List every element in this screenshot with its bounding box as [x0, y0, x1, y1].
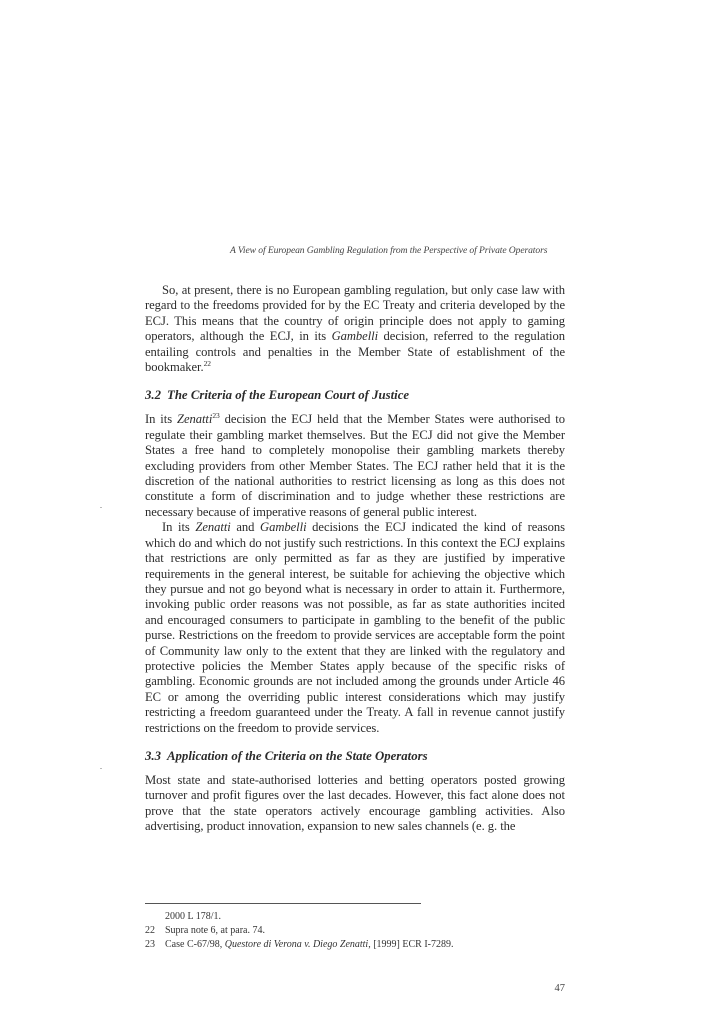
section-title: The Criteria of the European Court of Justice: [167, 388, 410, 403]
body-text: [145, 283, 565, 835]
intro-text-b: decision, referred to the regulation entailing controls and penalties in the Member State of establishment of the bookmaker.: [145, 329, 565, 375]
footnote-22: [145, 924, 565, 938]
footnotes: [145, 910, 565, 952]
intro-paragraph: [145, 283, 565, 375]
section-number: 3.2: [145, 388, 161, 403]
section-heading-3-2: [145, 387, 565, 403]
para-text-a: In its: [145, 412, 177, 427]
footnote-number: 23: [145, 939, 155, 950]
intro-text-a: So, at present, there is no European gambling regulation, but only case law with regard to the freedoms provided for by the EC Treaty and criteria developed by the ECJ. This means that the country of origin principle does not apply to gaming operators, although the ECJ, in its: [145, 283, 565, 344]
footnote-ref-23[interactable]: 23: [212, 411, 220, 421]
footnote-text: 2000 L 178/1.: [165, 911, 222, 922]
footnote-23: [145, 938, 565, 952]
case-name-zenatti: Zenatti: [176, 412, 213, 427]
scan-mark: [100, 768, 102, 769]
footnote-number: 22: [145, 925, 155, 936]
section-title: Application of the Criteria on the State Operators: [167, 748, 428, 763]
section-3-3-paragraph-1: Most state and state-authorised lotteries and betting operators posted growing turnover and profit figures over the last decades. However, this fact alone does not prove that the state operators actively encourage gambling activities. Also advertising, product innovation, expansion to new sales channels (e. g. the: [145, 772, 565, 834]
section-3-2-paragraph-2: [145, 520, 565, 736]
scan-mark: [100, 507, 102, 508]
para-text-b: decision the ECJ held that the Member States were authorised to regulate their gambling market themselves. But the ECJ did not give the Member States a free hand to completely monopolise their gambling markets thereby excluding providers from other Member States. The ECJ rather held that it is the discretion of the national authorities to restrict licensing as long as this does not constitute a form of discrimination and to judge whether these restrictions are necessary because of imperative reasons of general public interest.: [145, 412, 565, 519]
page-number: 47: [554, 983, 565, 994]
footnote-continued: [145, 910, 565, 924]
para-text-b: and: [230, 520, 261, 535]
section-number: 3.3: [145, 748, 161, 763]
para-text-a: In its: [162, 520, 196, 535]
case-name-zenatti: Zenatti: [195, 520, 231, 535]
footnote-case-title: Questore di Verona v. Diego Zenatti: [224, 939, 369, 950]
footnote-ref-22[interactable]: 22: [203, 359, 212, 369]
footnote-text-a: Case C-67/98,: [165, 939, 225, 950]
para-text-c: decisions the ECJ indicated the kind of reasons which do and which do not justify such restrictions. In this context the ECJ explains that restrictions are only permitted as far as they are justified by imperative requirements in the general interest, be suitable for achieving the objective which they pursue and not go beyond what is necessary in order to attain it. Furthermore, invoking public order reasons was not possible, as far as state authorities incited and encouraged consumers to participate in gambling to the benefit of the public purse. Restrictions on the freedom to provide services are acceptable form the point of Community law only to the extent that they are linked with the regulatory and protective policies the Member States apply because of the specific risks of gambling. Economic grounds are not included among the grounds under Article 46 EC or among the overriding public interest considerations which may justify restricting a freedom guaranteed under the Treaty. A fall in revenue cannot justify restrictions on the freedom to provide services.: [145, 520, 565, 735]
section-3-2-paragraph-1: [145, 412, 565, 520]
footnote-separator: [145, 903, 421, 904]
footnote-text: Supra note 6, at para. 74.: [165, 925, 265, 936]
case-name-gambelli: Gambelli: [260, 520, 307, 535]
running-header: A View of European Gambling Regulation from the Perspective of Private Operators: [230, 245, 548, 256]
footnote-text-b: , [1999] ECR I-7289.: [368, 939, 454, 950]
case-name-gambelli: Gambelli: [331, 329, 379, 344]
section-heading-3-3: [145, 748, 565, 764]
